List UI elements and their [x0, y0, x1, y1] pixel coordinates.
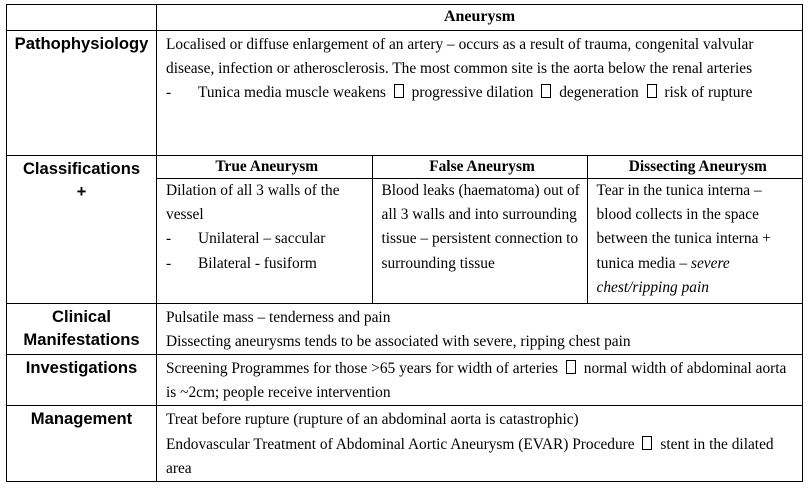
aneurysm-table — [6, 4, 803, 482]
management-content — [157, 406, 803, 482]
arrow-placeholder-icon — [642, 436, 652, 450]
investigations-row — [7, 354, 803, 405]
pathophysiology-bullet — [166, 81, 796, 105]
clinical-line-1: Pulsatile mass – tenderness and pain — [166, 308, 391, 326]
true-aneurysm-bullet-2: - Bilateral - fusiform — [166, 254, 317, 272]
investigations-content — [157, 354, 803, 405]
pathophysiology-content — [157, 31, 803, 156]
classification-header-row — [157, 156, 803, 179]
bullet-part-2: progressive dilation — [411, 84, 534, 102]
bullet-dash: - — [166, 84, 172, 102]
management-line-2a: Endovascular Treatment of Abdominal Aortic Aneurysm (EVAR) Procedure — [166, 435, 635, 453]
classifications-label-cell — [7, 156, 157, 304]
title-row — [7, 5, 803, 31]
corner-cell — [7, 5, 157, 31]
dissecting-aneurysm-cell — [587, 179, 803, 303]
management-line-1: Treat before rupture (rupture of an abdominal aorta is catastrophic) — [166, 411, 579, 429]
arrow-placeholder-icon — [541, 84, 551, 98]
arrow-placeholder-icon — [566, 360, 576, 374]
false-aneurysm-cell — [372, 179, 587, 303]
clinical-content — [157, 303, 803, 354]
pathophysiology-text: Localised or diffuse enlargement of an artery – occurs as a result of trauma, congenital valvular disease, infection or atherosclerosis. The most common site is the aorta below the renal arteries — [166, 36, 754, 78]
classification-body-row — [157, 179, 803, 303]
true-aneurysm-bullet-1: - Unilateral – saccular — [166, 230, 326, 248]
arrow-placeholder-icon — [394, 84, 404, 98]
management-line-2b: stent in the dilated area — [166, 435, 774, 477]
false-aneurysm-text: Blood leaks (haematoma) out of all 3 walls and into surrounding tissue – persistent connection to surrounding tissue — [381, 182, 580, 272]
dissecting-aneurysm-text: Tear in the tunica interna – blood collects in the space between the tunica interna + tunica media – — [596, 182, 771, 272]
bullet-part-4: risk of rupture — [664, 84, 753, 102]
pathophysiology-row — [7, 31, 803, 156]
true-aneurysm-cell — [157, 179, 372, 303]
dissecting-aneurysm-italic: severe chest/ripping pain — [596, 254, 730, 296]
investigations-text-a: Screening Programmes for those >65 years for width of arteries — [166, 359, 559, 377]
clinical-label-line1: Clinical — [51, 306, 112, 326]
clinical-line-2: Dissecting aneurysms tends to be associated with severe, ripping chest pain — [166, 332, 631, 350]
classifications-content — [157, 156, 803, 304]
investigations-text-b: normal width of abdominal aorta is ~2cm; people receive intervention — [166, 359, 787, 402]
clinical-label-cell — [7, 303, 157, 354]
false-aneurysm-header: False Aneurysm — [372, 156, 587, 179]
bullet-part-3: degeneration — [559, 84, 639, 102]
management-row — [7, 406, 803, 482]
bullet-part-1: Tunica media muscle weakens — [198, 84, 386, 102]
dissecting-aneurysm-header: Dissecting Aneurysm — [587, 156, 803, 179]
classifications-row — [7, 156, 803, 304]
table-title: Aneurysm — [157, 5, 803, 31]
arrow-placeholder-icon — [647, 84, 657, 98]
pathophysiology-label: Pathophysiology — [7, 31, 157, 156]
clinical-label-line2: Manifestations — [23, 329, 140, 349]
classification-subtable — [157, 156, 803, 303]
true-aneurysm-text: Dilation of all 3 walls of the vessel — [166, 182, 340, 224]
investigations-label: Investigations — [7, 354, 157, 405]
management-label: Management — [7, 406, 157, 482]
true-aneurysm-header: True Aneurysm — [157, 156, 372, 179]
classifications-label: Classifications — [22, 159, 141, 178]
classifications-plus: + — [76, 182, 87, 201]
clinical-row — [7, 303, 803, 354]
